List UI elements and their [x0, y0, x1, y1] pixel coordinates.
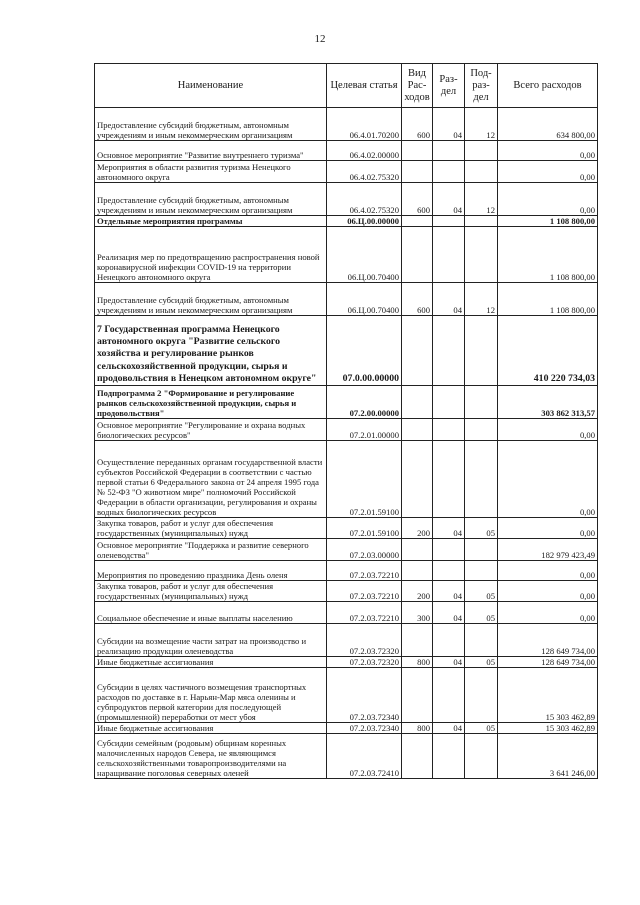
table-row [95, 561, 598, 581]
cell-subsection: 12 [465, 283, 498, 316]
cell-subsection: 12 [465, 108, 498, 141]
cell-target: 07.2.03.72210 [327, 561, 402, 581]
cell-subsection [465, 668, 498, 723]
cell-name: Предоставление субсидий бюджетным, автономным учреждениям и иным некоммерческим организациям [95, 183, 327, 216]
cell-target: 06.Ц.00.70400 [327, 283, 402, 316]
cell-subsection [465, 227, 498, 283]
cell-section: 04 [433, 723, 465, 734]
table-row [95, 518, 598, 539]
cell-target: 07.2.01.00000 [327, 419, 402, 441]
cell-subsection: 05 [465, 657, 498, 668]
cell-subsection [465, 539, 498, 561]
header-type: Вид Рас- ходов [402, 64, 433, 108]
cell-section [433, 668, 465, 723]
cell-type: 800 [402, 723, 433, 734]
cell-total: 0,00 [498, 561, 598, 581]
cell-type [402, 227, 433, 283]
table-row [95, 624, 598, 657]
table-header-row [95, 64, 598, 108]
cell-subsection [465, 419, 498, 441]
table-row [95, 668, 598, 723]
cell-total: 1 108 800,00 [498, 216, 598, 227]
cell-target: 06.Ц.00.70400 [327, 227, 402, 283]
cell-target: 06.4.02.75320 [327, 183, 402, 216]
cell-total: 0,00 [498, 419, 598, 441]
cell-type [402, 734, 433, 779]
cell-target: 07.2.03.72320 [327, 657, 402, 668]
cell-section [433, 561, 465, 581]
cell-section [433, 624, 465, 657]
cell-target: 07.2.03.72210 [327, 581, 402, 602]
cell-subsection [465, 161, 498, 183]
cell-target: 07.2.03.72410 [327, 734, 402, 779]
cell-total: 634 800,00 [498, 108, 598, 141]
cell-section [433, 386, 465, 419]
cell-total: 15 303 462,89 [498, 723, 598, 734]
table-row [95, 161, 598, 183]
cell-target: 06.4.01.70200 [327, 108, 402, 141]
cell-subsection: 05 [465, 581, 498, 602]
cell-section [433, 539, 465, 561]
cell-name: Предоставление субсидий бюджетным, автономным учреждениям и иным некоммерческим организациям [95, 283, 327, 316]
cell-name: Закупка товаров, работ и услуг для обеспечения государственных (муниципальных) нужд [95, 518, 327, 539]
cell-section [433, 141, 465, 161]
cell-type [402, 419, 433, 441]
cell-name: Закупка товаров, работ и услуг для обеспечения государственных (муниципальных) нужд [95, 581, 327, 602]
cell-total: 303 862 313,57 [498, 386, 598, 419]
cell-name: Мероприятия по проведению праздника День оленя [95, 561, 327, 581]
cell-subsection [465, 216, 498, 227]
cell-target: 07.2.03.72340 [327, 668, 402, 723]
cell-name: Подпрограмма 2 "Формирование и регулирование рынков сельскохозяйственной продукции, сырья и продовольствия" [95, 386, 327, 419]
cell-target: 07.2.03.72340 [327, 723, 402, 734]
cell-name: Субсидии семейным (родовым) общинам коренных малочисленных народов Севера, не являющимся сельскохозяйственными товаропроизводителями на наращивание поголовья северных оленей [95, 734, 327, 779]
cell-subsection [465, 624, 498, 657]
table-row [95, 734, 598, 779]
cell-type [402, 216, 433, 227]
cell-name: Предоставление субсидий бюджетным, автономным учреждениям и иным некоммерческим организациям [95, 108, 327, 141]
cell-type [402, 539, 433, 561]
cell-target: 07.2.03.00000 [327, 539, 402, 561]
cell-type [402, 386, 433, 419]
cell-name: Субсидии в целях частичного возмещения транспортных расходов по доставке в г. Нарьян-Мар мяса оленины и субпродуктов первой категории для последующей (промышленной) переработки от мест убоя [95, 668, 327, 723]
cell-subsection [465, 561, 498, 581]
cell-section: 04 [433, 518, 465, 539]
cell-total: 0,00 [498, 581, 598, 602]
cell-section: 04 [433, 108, 465, 141]
cell-type: 800 [402, 657, 433, 668]
cell-section [433, 734, 465, 779]
cell-type: 200 [402, 518, 433, 539]
table-row [95, 386, 598, 419]
cell-target: 07.2.03.72210 [327, 602, 402, 624]
cell-section [433, 441, 465, 518]
cell-subsection [465, 386, 498, 419]
cell-total: 1 108 800,00 [498, 283, 598, 316]
cell-section [433, 216, 465, 227]
cell-name: Основное мероприятие "Поддержка и развитие северного оленеводства" [95, 539, 327, 561]
cell-type: 600 [402, 108, 433, 141]
table-row [95, 581, 598, 602]
cell-target: 06.Ц.00.00000 [327, 216, 402, 227]
cell-total: 0,00 [498, 141, 598, 161]
table-row [95, 539, 598, 561]
cell-type: 600 [402, 183, 433, 216]
cell-name: Реализация мер по предотвращению распространения новой коронавирусной инфекции COVID-19 на территории Ненецкого автономного округа [95, 227, 327, 283]
cell-type: 600 [402, 283, 433, 316]
cell-name: Основное мероприятие "Развитие внутреннего туризма" [95, 141, 327, 161]
cell-total: 1 108 800,00 [498, 227, 598, 283]
cell-type [402, 316, 433, 386]
table-row [95, 723, 598, 734]
cell-total: 0,00 [498, 441, 598, 518]
cell-type [402, 141, 433, 161]
cell-type [402, 561, 433, 581]
cell-total: 0,00 [498, 183, 598, 216]
table-row [95, 141, 598, 161]
table-row [95, 657, 598, 668]
cell-target: 07.2.01.59100 [327, 518, 402, 539]
table-row [95, 216, 598, 227]
cell-section [433, 161, 465, 183]
cell-section: 04 [433, 581, 465, 602]
cell-total: 128 649 734,00 [498, 624, 598, 657]
table-row [95, 602, 598, 624]
cell-name: Отдельные мероприятия программы [95, 216, 327, 227]
cell-type [402, 161, 433, 183]
cell-name: Осуществление переданных органам государственной власти субъектов Российской Федерации в соответствии с частью первой статьи 6 Федерального закона от 24 апреля 1995 года № 52-ФЗ "О животном мире" полномочий Российской Федерации в области организации, регулирования и охраны водных биологических ресурсов [95, 441, 327, 518]
cell-type [402, 441, 433, 518]
cell-name: Основное мероприятие "Регулирование и охрана водных биологических ресурсов" [95, 419, 327, 441]
cell-total: 3 641 246,00 [498, 734, 598, 779]
cell-subsection: 05 [465, 518, 498, 539]
cell-target: 07.0.00.00000 [327, 316, 402, 386]
cell-total: 182 979 423,49 [498, 539, 598, 561]
cell-type [402, 624, 433, 657]
cell-section [433, 227, 465, 283]
cell-type: 200 [402, 581, 433, 602]
cell-section [433, 316, 465, 386]
table-row [95, 419, 598, 441]
cell-subsection [465, 141, 498, 161]
cell-subsection: 12 [465, 183, 498, 216]
cell-total: 0,00 [498, 518, 598, 539]
table-row [95, 441, 598, 518]
cell-subsection: 05 [465, 602, 498, 624]
cell-target: 07.2.03.72320 [327, 624, 402, 657]
table-row [95, 316, 598, 386]
cell-total: 410 220 734,03 [498, 316, 598, 386]
cell-target: 06.4.02.75320 [327, 161, 402, 183]
header-total: Всего расходов [498, 64, 598, 108]
cell-section: 04 [433, 602, 465, 624]
cell-section: 04 [433, 183, 465, 216]
cell-section: 04 [433, 283, 465, 316]
cell-total: 128 649 734,00 [498, 657, 598, 668]
table-row [95, 283, 598, 316]
cell-subsection [465, 734, 498, 779]
table-row [95, 108, 598, 141]
cell-total: 15 303 462,89 [498, 668, 598, 723]
page-number: 12 [314, 33, 326, 45]
cell-subsection: 05 [465, 723, 498, 734]
cell-target: 06.4.02.00000 [327, 141, 402, 161]
cell-name: 7 Государственная программа Ненецкого автономного округа "Развитие сельского хозяйства и регулирование рынков сельскохозяйственной продукции, сырья и продовольствия в Ненецком автономном округе" [95, 316, 327, 386]
cell-name: Мероприятия в области развития туризма Ненецкого автономного округа [95, 161, 327, 183]
cell-target: 07.2.01.59100 [327, 441, 402, 518]
header-subsection: Под- раз- дел [465, 64, 498, 108]
cell-section: 04 [433, 657, 465, 668]
cell-type: 300 [402, 602, 433, 624]
cell-name: Иные бюджетные ассигнования [95, 657, 327, 668]
table-row [95, 227, 598, 283]
cell-name: Субсидии на возмещение части затрат на производство и реализацию продукции оленеводства [95, 624, 327, 657]
cell-subsection [465, 441, 498, 518]
cell-target: 07.2.00.00000 [327, 386, 402, 419]
cell-total: 0,00 [498, 161, 598, 183]
cell-type [402, 668, 433, 723]
cell-name: Иные бюджетные ассигнования [95, 723, 327, 734]
header-name: Наименование [95, 64, 327, 108]
header-target: Целевая статья [327, 64, 402, 108]
cell-subsection [465, 316, 498, 386]
cell-total: 0,00 [498, 602, 598, 624]
budget-table [94, 63, 598, 779]
table-row [95, 183, 598, 216]
cell-section [433, 419, 465, 441]
header-section: Раз- дел [433, 64, 465, 108]
cell-name: Социальное обеспечение и иные выплаты населению [95, 602, 327, 624]
